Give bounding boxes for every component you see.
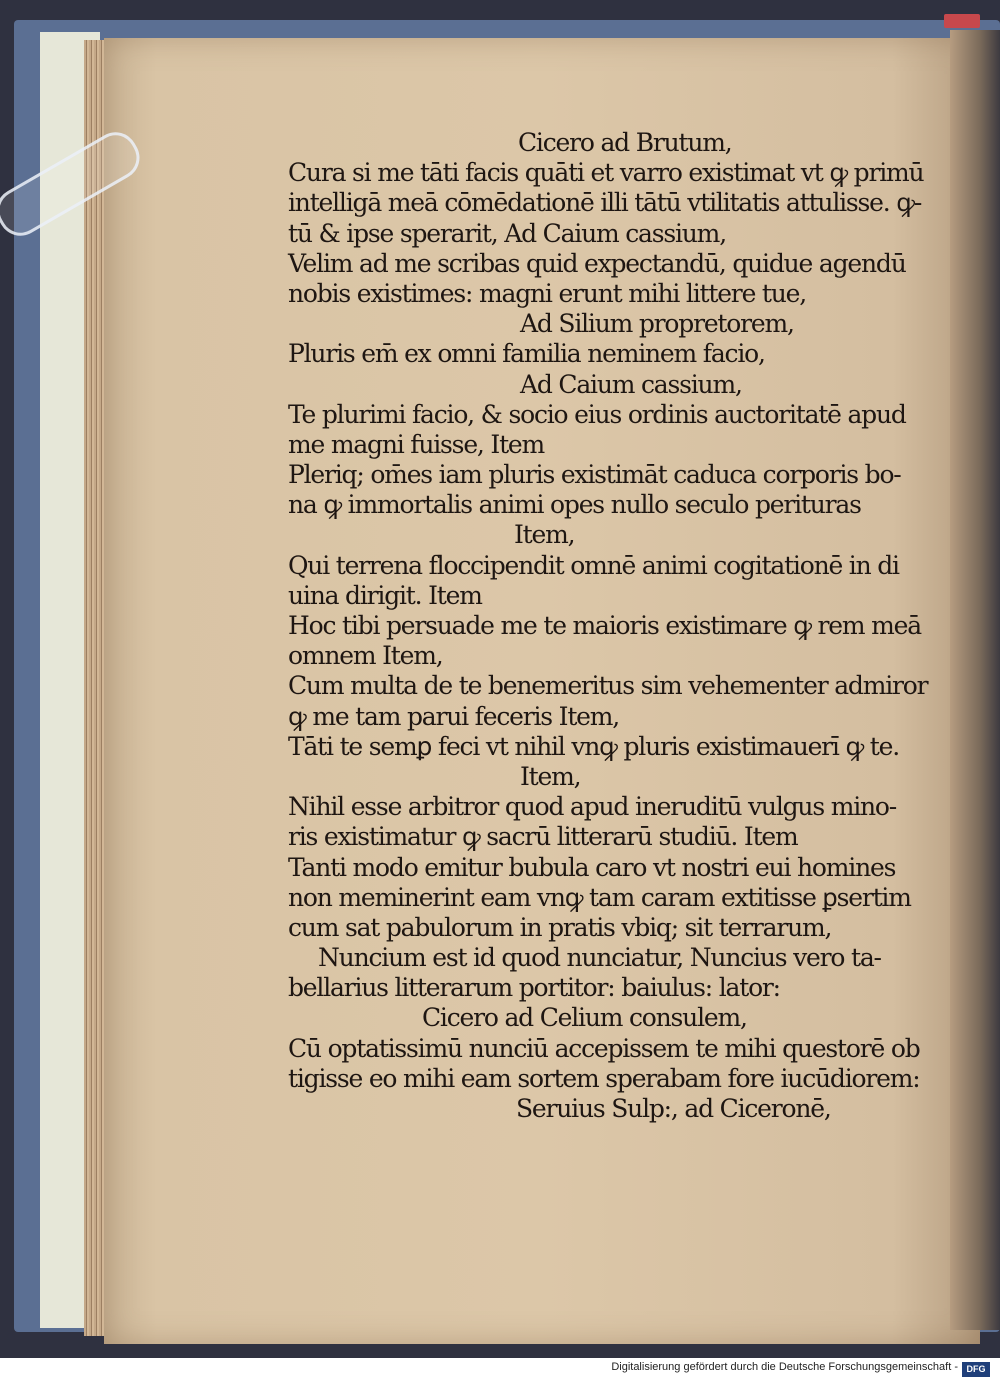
text-line: Tanti modo emitur bubula caro vt nostri eui homines — [288, 852, 896, 882]
funding-credit: Digitalisierung gefördert durch die Deutsche Forschungsgemeinschaft - — [611, 1361, 958, 1373]
text-line: Cū optatissimū nunciū accepissem te mihi questorē ob — [288, 1033, 920, 1063]
bookmark-tab — [944, 14, 980, 28]
text-line: na ꝙ immortalis animi opes nullo seculo perituras — [288, 490, 861, 520]
page-text — [288, 128, 928, 1124]
page-gutter — [950, 30, 1000, 1330]
text-line: intelligā meā cōmēdationē illi tātū vtilitatis attulisse. ꝙ- — [288, 188, 922, 218]
text-line: cum sat pabulorum in pratis vbiq; sit terrarum, — [288, 912, 832, 942]
text-line: omnem Item, — [288, 641, 443, 671]
text-line: non meminerint eam vnꝙ tam caram extitisse ꝑsertim — [288, 882, 911, 912]
text-line: Cicero ad Brutum, — [518, 128, 732, 157]
text-line: Tāti te semꝑ feci vt nihil vnꝙ pluris existimauerī ꝙ te. — [288, 731, 899, 761]
text-line: Velim ad me scribas quid expectandū, quidue agendū — [288, 248, 906, 278]
text-line: tigisse eo mihi eam sortem sperabam fore iucūdiorem: — [288, 1063, 920, 1093]
text-line: Seruius Sulp:, ad Ciceronē, — [516, 1094, 831, 1123]
text-line: Item, — [520, 761, 581, 791]
text-line: ꝙ me tam parui feceris Item, — [288, 701, 620, 731]
text-line: ris existimatur ꝙ sacrū litterarū studiū. Item — [288, 822, 798, 852]
text-line: bellarius litterarum portitor: baiulus: lator: — [288, 973, 780, 1003]
text-line: Nuncium est id quod nunciatur, Nuncius vero ta- — [318, 943, 881, 973]
footer-bar — [0, 1358, 1000, 1382]
text-line: nobis existimes: magni erunt mihi littere tue, — [288, 278, 806, 308]
text-line: Cicero ad Celium consulem, — [422, 1003, 747, 1033]
text-line: Qui terrena floccipendit omnē animi cogitationē in di — [288, 550, 899, 580]
text-line: Item, — [514, 520, 575, 550]
text-line: Nihil esse arbitror quod apud ineruditū vulgus mino- — [288, 792, 897, 822]
dfg-logo: DFG — [962, 1362, 990, 1377]
text-line: Pluris em̄ ex omni familia neminem facio, — [288, 339, 765, 369]
text-line: Ad Caium cassium, — [520, 369, 742, 399]
text-line: Cura si me tāti facis quāti et varro existimat vt ꝙ primū — [288, 158, 924, 188]
text-line: me magni fuisse, Item — [288, 429, 545, 459]
text-line: Te plurimi facio, & socio eius ordinis auctoritatē apud — [288, 399, 906, 429]
text-line: Ad Silium propretorem, — [520, 309, 794, 339]
text-line: tū & ipse sperarit, Ad Caium cassium, — [288, 218, 726, 248]
text-line: Hoc tibi persuade me te maioris existimare ꝙ rem meā — [288, 611, 921, 640]
text-line: uina dirigit. Item — [288, 580, 482, 610]
text-line: Cum multa de te benemeritus sim vehementer admiror — [288, 671, 928, 701]
text-line: Pleriq; om̄es iam pluris existimāt caduca corporis bo- — [288, 460, 901, 490]
